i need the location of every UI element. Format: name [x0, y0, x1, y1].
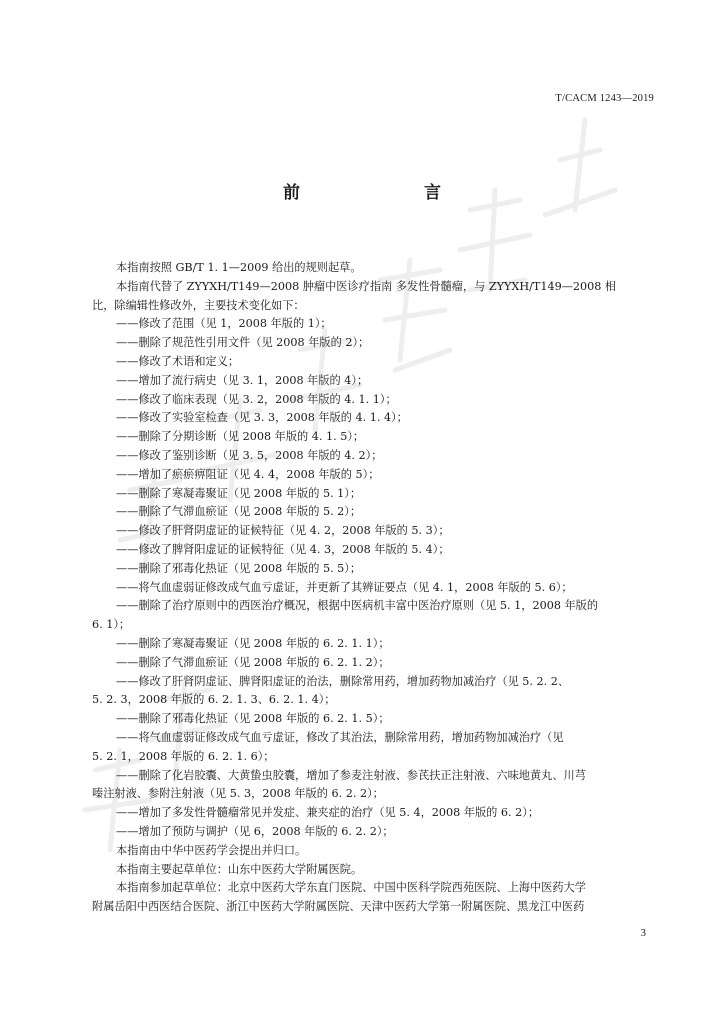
text-line: 6. 1）；: [92, 618, 131, 632]
text-line: ——删除了气滞血瘀证（见 2008 年版的 6. 2. 1. 2）；: [116, 655, 390, 669]
text-line: ——增加了流行病史（见 3. 1，2008 年版的 4）；: [116, 373, 369, 387]
text-line: ——删除了气滞血瘀证（见 2008 年版的 5. 2）；: [116, 505, 362, 519]
text-line: 本指南由中华中医药学会提出并归口。: [116, 843, 307, 857]
text-line: ——删除了邪毒化热证（见 2008 年版的 6. 2. 1. 5）；: [116, 712, 390, 726]
text-line: ——修改了实验室检查（见 3. 3，2008 年版的 4. 1. 4）；: [116, 411, 408, 425]
text-line: ——删除了治疗原则中的西医治疗概况，根据中医病机丰富中医治疗原则（见 5. 1，2008 年版的: [116, 599, 599, 613]
text-line: ——修改了临床表现（见 3. 2，2008 年版的 4. 1. 1）；: [116, 392, 397, 406]
text-line: 本指南按照 GB/T 1. 1—2009 给出的规则起草。: [116, 261, 362, 274]
page-number: 3: [640, 927, 646, 939]
text-line: ——修改了肝肾阴虚证、脾肾阳虚证的治法，删除常用药，增加药物加减治疗（见 5. 2. 2、: [116, 674, 570, 688]
standard-code: T/CACM 1243—2019: [555, 93, 654, 104]
text-line: ——增加了瘀瘀痹阻证（见 4. 4，2008 年版的 5）；: [116, 467, 380, 481]
text-line: 5. 2. 3，2008 年版的 6. 2. 1. 3、6. 2. 1. 4）；: [92, 693, 336, 707]
text-line: ——修改了肝肾阴虚证的证候特征（见 4. 2，2008 年版的 5. 3）；: [116, 524, 450, 538]
text-line: ——将气血虚弱证修改成气血亏虚证，并更新了其辨证要点（见 4. 1，2008 年版的 5. 6）；: [116, 580, 573, 594]
text-line: 嗪注射液、参附注射液（见 5. 3，2008 年版的 6. 2. 2）；: [92, 787, 384, 801]
text-line: ——删除了寒凝毒聚证（见 2008 年版的 6. 2. 1. 1）；: [116, 636, 390, 650]
text-line: 比，除编辑性修改外，主要技术变化如下：: [92, 298, 305, 312]
text-line: ——删除了邪毒化热证（见 2008 年版的 5. 5）；: [116, 561, 362, 575]
text-line: ——将气血虚弱证修改成气血亏虚证，修改了其治法，删除常用药，增加药物加减治疗（见: [116, 730, 564, 744]
text-line: ——删除了规范性引用文件（见 2008 年版的 2）；: [116, 336, 370, 350]
text-line: ——修改了脾肾阳虚证的证候特征（见 4. 3，2008 年版的 5. 4）；: [116, 542, 450, 556]
page-title: 前 言: [283, 183, 471, 203]
text-line: 附属岳阳中西医结合医院、浙江中医药大学附属医院、天津中医药大学第一附属医院、黑龙江中医药: [92, 900, 585, 914]
text-line: ——修改了范围（见 1，2008 年版的 1）；: [116, 317, 332, 331]
text-line: 本指南代替了 ZYYXH/T149—2008 肿瘤中医诊疗指南 多发性骨髓瘤，与 ZYYXH/T149—2008 相: [116, 279, 617, 293]
text-line: 5. 2. 1，2008 年版的 6. 2. 1. 6）；: [92, 749, 275, 763]
text-line: ——修改了鉴别诊断（见 3. 5，2008 年版的 4. 2）；: [116, 448, 383, 462]
text-line: ——增加了预防与调护（见 6，2008 年版的 6. 2. 2）；: [116, 824, 394, 838]
text-line: ——删除了化岩胶囊、大黄蛰虫胶囊，增加了参麦注射液、参芪扶正注射液、六味地黄丸、川芎: [116, 768, 586, 782]
text-line: ——增加了多发性骨髓瘤常见并发症、兼夹症的治疗（见 5. 4，2008 年版的 6. 2）；: [116, 806, 540, 820]
text-line: ——修改了术语和定义；: [116, 354, 240, 368]
text-line: ——删除了寒凝毒聚证（见 2008 年版的 5. 1）；: [116, 486, 362, 500]
text-line: 本指南主要起草单位：山东中医药大学附属医院。: [116, 862, 363, 876]
document-body: [92, 259, 656, 917]
text-line: ——删除了分期诊断（见 2008 年版的 4. 1. 5）；: [116, 430, 365, 444]
text-line: 本指南参加起草单位：北京中医药大学东直门医院、中国中医科学院西苑医院、上海中医药大学: [116, 881, 586, 895]
